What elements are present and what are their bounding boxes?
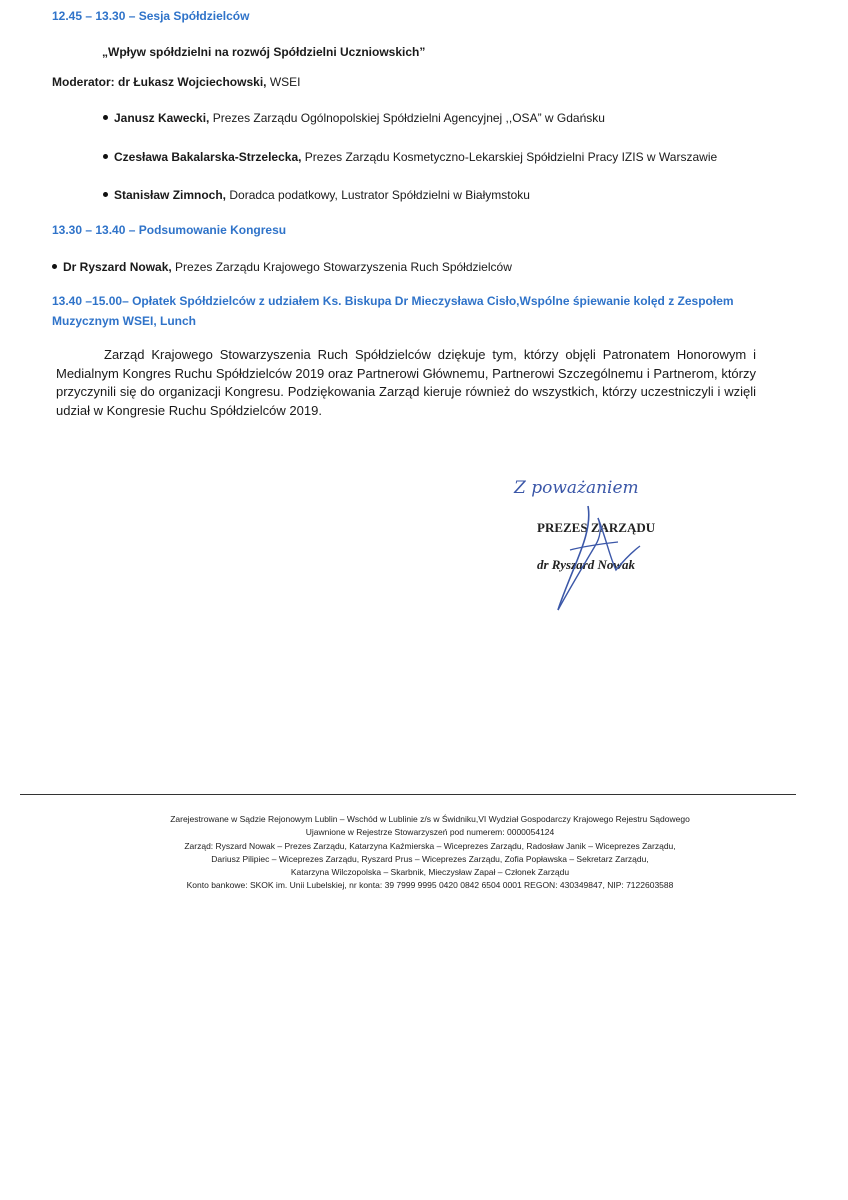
session-topic: „Wpływ spółdzielni na rozwój Spółdzielni Uczniowskich”	[102, 45, 426, 59]
footer	[110, 813, 750, 893]
signature-name: dr Ryszard Nowak	[537, 557, 636, 572]
moderator-org: WSEI	[266, 75, 301, 89]
speaker-item	[103, 188, 530, 202]
bullet-icon	[52, 264, 57, 269]
moderator-line	[52, 75, 301, 89]
speaker-name: Stanisław Zimnoch,	[114, 188, 227, 202]
footer-line: Zarząd: Ryszard Nowak – Prezes Zarządu, Katarzyna Kaźmierska – Wiceprezes Zarządu, Radosław Janik – Wiceprezes Zarządu,	[184, 840, 676, 851]
closing-heading-line1: 13.40 –15.00– Opłatek Spółdzielców z udziałem Ks. Biskupa Dr Mieczysława Cisło,Wspólne śpiewanie kolęd z Zespołem	[52, 294, 734, 308]
footer-line: Ujawnione w Rejestrze Stowarzyszeń pod numerem: 0000054124	[305, 827, 555, 838]
signature-greeting: Z poważaniem	[514, 478, 639, 498]
speaker-desc: Prezes Zarządu Kosmetyczno-Lekarskiej Spółdzielni Pracy IZIS w Warszawie	[301, 150, 718, 164]
speaker-item	[103, 111, 605, 125]
speaker-name: Czesława Bakalarska-Strzelecka,	[114, 150, 302, 164]
speaker-item	[103, 150, 717, 164]
speaker-desc: Prezes Zarządu Krajowego Stowarzyszenia Ruch Spółdzielców	[171, 260, 512, 274]
footer-line: Katarzyna Wilczopolska – Skarbnik, Mieczysław Zapał – Członek Zarządu	[290, 867, 570, 878]
summary-heading: 13.30 – 13.40 – Podsumowanie Kongresu	[52, 223, 287, 237]
signature-title: PREZES ZARZĄDU	[537, 520, 656, 535]
bullet-icon	[103, 115, 108, 120]
session-heading: 12.45 – 13.30 – Sesja Spółdzielców	[52, 9, 250, 23]
speaker-name: Dr Ryszard Nowak,	[63, 260, 172, 274]
speaker-desc: Prezes Zarządu Ogólnopolskiej Spółdzielni Agencyjnej ,,OSA” w Gdańsku	[209, 111, 605, 125]
thanks-paragraph: Zarząd Krajowego Stowarzyszenia Ruch Spółdzielców dziękuje tym, którzy objęli Patronatem Honorowym i Medialnym Kongres Ruchu Spółdzielców 2019 oraz Partnerowi Głównemu, Partnerowi Szczególnemu i Partnerom, którzy przyczynili się do organizacji Kongresu. Podziękowania Zarząd kieruje również do wszystkich, którzy uczestniczyli i wzięli udział w Kongresie Ruchu Spółdzielców 2019.	[56, 347, 756, 418]
bullet-icon	[103, 154, 108, 159]
footer-line: Zarejestrowane w Sądzie Rejonowym Lublin – Wschód w Lublinie z/s w Świdniku,VI Wydział Gospodarczy Krajowego Rejestru Sądowego	[170, 814, 690, 824]
closing-heading-line2: Muzycznym WSEI, Lunch	[52, 314, 197, 328]
speaker-desc: Doradca podatkowy, Lustrator Spółdzielni w Białymstoku	[226, 188, 530, 202]
footer-divider	[20, 794, 796, 795]
footer-line: Konto bankowe: SKOK im. Unii Lubelskiej, nr konta: 39 7999 9995 0420 0842 6504 0001 REGON: 430349847, NIP: 7122603588	[186, 880, 674, 891]
moderator-label: Moderator: dr Łukasz Wojciechowski,	[52, 75, 267, 89]
footer-line: Dariusz Pilipiec – Wiceprezes Zarządu, Ryszard Prus – Wiceprezes Zarządu, Zofia Popławska – Sekretarz Zarządu,	[211, 853, 649, 864]
summary-speaker	[52, 260, 512, 274]
handwritten-signature-icon	[540, 498, 660, 613]
bullet-icon	[103, 192, 108, 197]
speaker-name: Janusz Kawecki,	[114, 111, 210, 125]
